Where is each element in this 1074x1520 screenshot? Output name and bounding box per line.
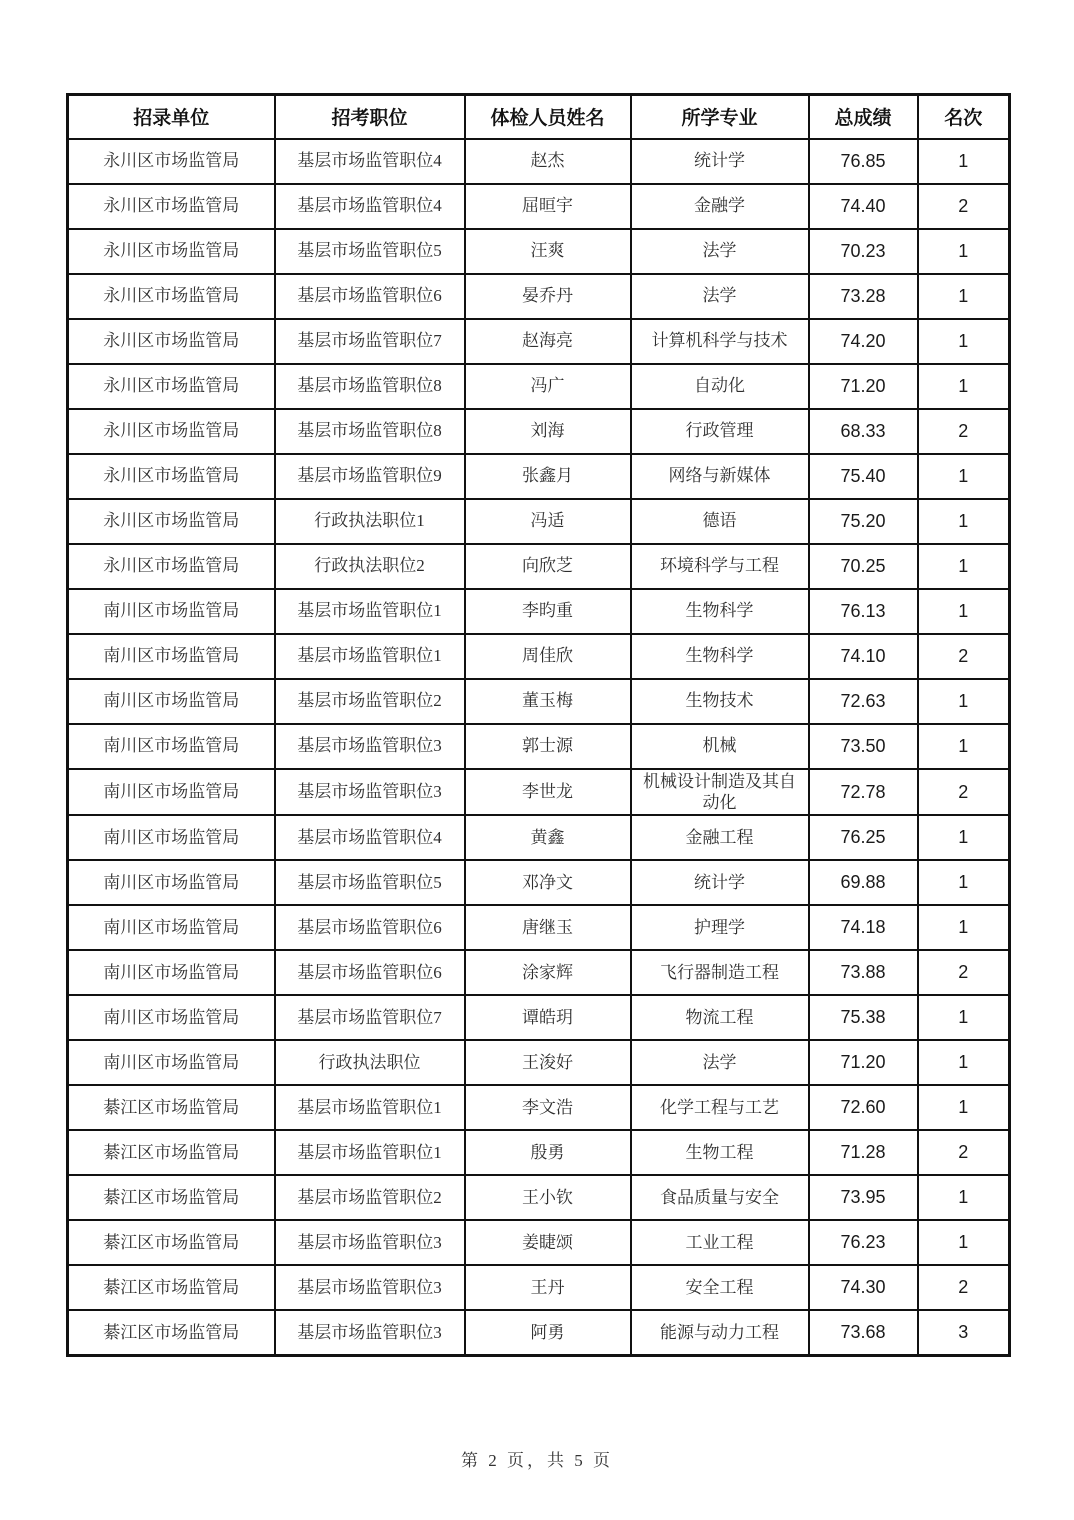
column-header-rank: 名次 [918, 95, 1010, 139]
cell-position: 基层市场监管职位1 [275, 634, 465, 679]
cell-position: 基层市场监管职位6 [275, 950, 465, 995]
table-row [68, 409, 1010, 454]
table-row [68, 499, 1010, 544]
cell-rank: 1 [918, 1175, 1010, 1220]
cell-major: 生物工程 [631, 1130, 809, 1175]
cell-rank: 2 [918, 409, 1010, 454]
cell-position: 基层市场监管职位4 [275, 139, 465, 184]
table-row [68, 815, 1010, 860]
cell-major: 食品质量与安全 [631, 1175, 809, 1220]
cell-major: 计算机科学与技术 [631, 319, 809, 364]
cell-unit: 永川区市场监管局 [68, 184, 275, 229]
cell-unit: 綦江区市场监管局 [68, 1310, 275, 1355]
cell-rank: 1 [918, 679, 1010, 724]
table-row [68, 1085, 1010, 1130]
cell-score: 71.20 [809, 364, 918, 409]
cell-unit: 永川区市场监管局 [68, 544, 275, 589]
cell-position: 行政执法职位1 [275, 499, 465, 544]
cell-major: 能源与动力工程 [631, 1310, 809, 1355]
cell-score: 75.38 [809, 995, 918, 1040]
header-row [68, 95, 1010, 139]
table-row [68, 679, 1010, 724]
cell-name: 涂家辉 [465, 950, 631, 995]
cell-unit: 南川区市场监管局 [68, 1040, 275, 1085]
cell-position: 基层市场监管职位3 [275, 1265, 465, 1310]
cell-name: 李昀重 [465, 589, 631, 634]
results-table [66, 93, 1011, 1357]
cell-major: 安全工程 [631, 1265, 809, 1310]
cell-rank: 1 [918, 139, 1010, 184]
cell-score: 76.13 [809, 589, 918, 634]
cell-position: 基层市场监管职位3 [275, 724, 465, 769]
cell-rank: 1 [918, 1040, 1010, 1085]
cell-name: 晏乔丹 [465, 274, 631, 319]
table-row [68, 1265, 1010, 1310]
cell-position: 基层市场监管职位6 [275, 905, 465, 950]
cell-rank: 2 [918, 184, 1010, 229]
cell-unit: 南川区市场监管局 [68, 905, 275, 950]
cell-position: 基层市场监管职位4 [275, 184, 465, 229]
cell-rank: 1 [918, 815, 1010, 860]
cell-rank: 1 [918, 724, 1010, 769]
cell-name: 李世龙 [465, 769, 631, 816]
cell-unit: 南川区市场监管局 [68, 950, 275, 995]
column-header-score: 总成绩 [809, 95, 918, 139]
cell-name: 张鑫月 [465, 454, 631, 499]
cell-unit: 永川区市场监管局 [68, 454, 275, 499]
cell-score: 72.63 [809, 679, 918, 724]
cell-unit: 南川区市场监管局 [68, 860, 275, 905]
cell-unit: 南川区市场监管局 [68, 724, 275, 769]
cell-rank: 1 [918, 229, 1010, 274]
table-row [68, 319, 1010, 364]
cell-score: 70.25 [809, 544, 918, 589]
cell-name: 董玉梅 [465, 679, 631, 724]
cell-score: 74.30 [809, 1265, 918, 1310]
table-row [68, 950, 1010, 995]
table-row [68, 769, 1010, 816]
cell-score: 70.23 [809, 229, 918, 274]
cell-rank: 1 [918, 589, 1010, 634]
cell-major: 法学 [631, 274, 809, 319]
cell-major: 统计学 [631, 139, 809, 184]
cell-name: 阿勇 [465, 1310, 631, 1355]
cell-rank: 1 [918, 499, 1010, 544]
cell-position: 基层市场监管职位4 [275, 815, 465, 860]
cell-position: 行政执法职位 [275, 1040, 465, 1085]
cell-name: 李文浩 [465, 1085, 631, 1130]
table-body [68, 139, 1010, 1356]
cell-name: 屈晅宇 [465, 184, 631, 229]
cell-rank: 1 [918, 905, 1010, 950]
table-row [68, 274, 1010, 319]
cell-score: 73.28 [809, 274, 918, 319]
table-row [68, 1040, 1010, 1085]
table-row [68, 860, 1010, 905]
cell-major: 护理学 [631, 905, 809, 950]
cell-unit: 綦江区市场监管局 [68, 1130, 275, 1175]
cell-name: 郭士源 [465, 724, 631, 769]
cell-unit: 南川区市场监管局 [68, 634, 275, 679]
column-header-unit: 招录单位 [68, 95, 275, 139]
cell-major: 自动化 [631, 364, 809, 409]
cell-rank: 1 [918, 454, 1010, 499]
cell-position: 基层市场监管职位2 [275, 1175, 465, 1220]
cell-score: 72.78 [809, 769, 918, 816]
cell-position: 基层市场监管职位5 [275, 229, 465, 274]
cell-score: 72.60 [809, 1085, 918, 1130]
cell-major: 法学 [631, 229, 809, 274]
cell-name: 赵海亮 [465, 319, 631, 364]
cell-position: 基层市场监管职位1 [275, 589, 465, 634]
cell-rank: 1 [918, 860, 1010, 905]
cell-position: 基层市场监管职位3 [275, 1310, 465, 1355]
cell-rank: 1 [918, 544, 1010, 589]
cell-name: 冯广 [465, 364, 631, 409]
cell-score: 76.23 [809, 1220, 918, 1265]
cell-name: 谭皓玥 [465, 995, 631, 1040]
cell-position: 基层市场监管职位7 [275, 995, 465, 1040]
cell-rank: 2 [918, 1130, 1010, 1175]
cell-rank: 2 [918, 950, 1010, 995]
cell-score: 71.20 [809, 1040, 918, 1085]
cell-unit: 綦江区市场监管局 [68, 1265, 275, 1310]
cell-name: 唐继玉 [465, 905, 631, 950]
cell-position: 基层市场监管职位3 [275, 769, 465, 816]
cell-score: 75.40 [809, 454, 918, 499]
cell-major: 法学 [631, 1040, 809, 1085]
cell-position: 基层市场监管职位1 [275, 1085, 465, 1130]
cell-major: 飞行器制造工程 [631, 950, 809, 995]
cell-position: 行政执法职位2 [275, 544, 465, 589]
table-row [68, 1220, 1010, 1265]
cell-major: 金融学 [631, 184, 809, 229]
cell-score: 76.85 [809, 139, 918, 184]
column-header-name: 体检人员姓名 [465, 95, 631, 139]
cell-name: 周佳欣 [465, 634, 631, 679]
cell-rank: 2 [918, 1265, 1010, 1310]
cell-major: 行政管理 [631, 409, 809, 454]
cell-rank: 1 [918, 995, 1010, 1040]
cell-name: 赵杰 [465, 139, 631, 184]
cell-rank: 3 [918, 1310, 1010, 1355]
cell-major: 机械设计制造及其自动化 [631, 769, 809, 816]
cell-unit: 綦江区市场监管局 [68, 1220, 275, 1265]
table-row [68, 454, 1010, 499]
table-row [68, 544, 1010, 589]
cell-rank: 2 [918, 769, 1010, 816]
table-row [68, 724, 1010, 769]
table-row [68, 1310, 1010, 1355]
cell-score: 68.33 [809, 409, 918, 454]
cell-major: 物流工程 [631, 995, 809, 1040]
cell-rank: 1 [918, 364, 1010, 409]
cell-name: 冯适 [465, 499, 631, 544]
cell-major: 统计学 [631, 860, 809, 905]
cell-score: 73.88 [809, 950, 918, 995]
cell-rank: 1 [918, 1220, 1010, 1265]
table-row [68, 589, 1010, 634]
cell-unit: 綦江区市场监管局 [68, 1085, 275, 1130]
table-row [68, 634, 1010, 679]
table-row [68, 139, 1010, 184]
cell-rank: 1 [918, 319, 1010, 364]
cell-score: 73.95 [809, 1175, 918, 1220]
cell-score: 73.68 [809, 1310, 918, 1355]
cell-position: 基层市场监管职位8 [275, 364, 465, 409]
cell-unit: 綦江区市场监管局 [68, 1175, 275, 1220]
cell-name: 王小钦 [465, 1175, 631, 1220]
cell-name: 王浚好 [465, 1040, 631, 1085]
cell-score: 75.20 [809, 499, 918, 544]
cell-score: 71.28 [809, 1130, 918, 1175]
table-row [68, 364, 1010, 409]
cell-unit: 南川区市场监管局 [68, 995, 275, 1040]
cell-score: 69.88 [809, 860, 918, 905]
cell-major: 网络与新媒体 [631, 454, 809, 499]
cell-major: 金融工程 [631, 815, 809, 860]
cell-score: 74.20 [809, 319, 918, 364]
cell-name: 刘海 [465, 409, 631, 454]
cell-major: 机械 [631, 724, 809, 769]
cell-name: 汪爽 [465, 229, 631, 274]
cell-rank: 1 [918, 1085, 1010, 1130]
cell-major: 生物技术 [631, 679, 809, 724]
cell-unit: 永川区市场监管局 [68, 229, 275, 274]
cell-rank: 1 [918, 274, 1010, 319]
cell-major: 生物科学 [631, 589, 809, 634]
cell-score: 73.50 [809, 724, 918, 769]
cell-unit: 南川区市场监管局 [68, 679, 275, 724]
cell-rank: 2 [918, 634, 1010, 679]
cell-score: 76.25 [809, 815, 918, 860]
cell-position: 基层市场监管职位3 [275, 1220, 465, 1265]
cell-unit: 南川区市场监管局 [68, 589, 275, 634]
column-header-major: 所学专业 [631, 95, 809, 139]
cell-position: 基层市场监管职位7 [275, 319, 465, 364]
cell-score: 74.10 [809, 634, 918, 679]
cell-unit: 南川区市场监管局 [68, 815, 275, 860]
cell-major: 化学工程与工艺 [631, 1085, 809, 1130]
cell-unit: 永川区市场监管局 [68, 499, 275, 544]
cell-major: 生物科学 [631, 634, 809, 679]
table-row [68, 995, 1010, 1040]
cell-name: 王丹 [465, 1265, 631, 1310]
table-row [68, 905, 1010, 950]
table-row [68, 229, 1010, 274]
cell-name: 殷勇 [465, 1130, 631, 1175]
cell-name: 姜睫颂 [465, 1220, 631, 1265]
page-footer: 第 2 页，共 5 页 [461, 1451, 613, 1470]
cell-name: 向欣芝 [465, 544, 631, 589]
cell-position: 基层市场监管职位8 [275, 409, 465, 454]
cell-major: 环境科学与工程 [631, 544, 809, 589]
cell-position: 基层市场监管职位6 [275, 274, 465, 319]
table-row [68, 1175, 1010, 1220]
cell-unit: 永川区市场监管局 [68, 319, 275, 364]
cell-unit: 南川区市场监管局 [68, 769, 275, 816]
table-row [68, 1130, 1010, 1175]
cell-name: 邓净文 [465, 860, 631, 905]
cell-name: 黄鑫 [465, 815, 631, 860]
cell-unit: 永川区市场监管局 [68, 364, 275, 409]
cell-position: 基层市场监管职位2 [275, 679, 465, 724]
cell-position: 基层市场监管职位5 [275, 860, 465, 905]
column-header-position: 招考职位 [275, 95, 465, 139]
cell-unit: 永川区市场监管局 [68, 139, 275, 184]
table-row [68, 184, 1010, 229]
cell-position: 基层市场监管职位9 [275, 454, 465, 499]
cell-score: 74.18 [809, 905, 918, 950]
cell-unit: 永川区市场监管局 [68, 274, 275, 319]
cell-position: 基层市场监管职位1 [275, 1130, 465, 1175]
cell-major: 工业工程 [631, 1220, 809, 1265]
cell-unit: 永川区市场监管局 [68, 409, 275, 454]
cell-major: 德语 [631, 499, 809, 544]
cell-score: 74.40 [809, 184, 918, 229]
